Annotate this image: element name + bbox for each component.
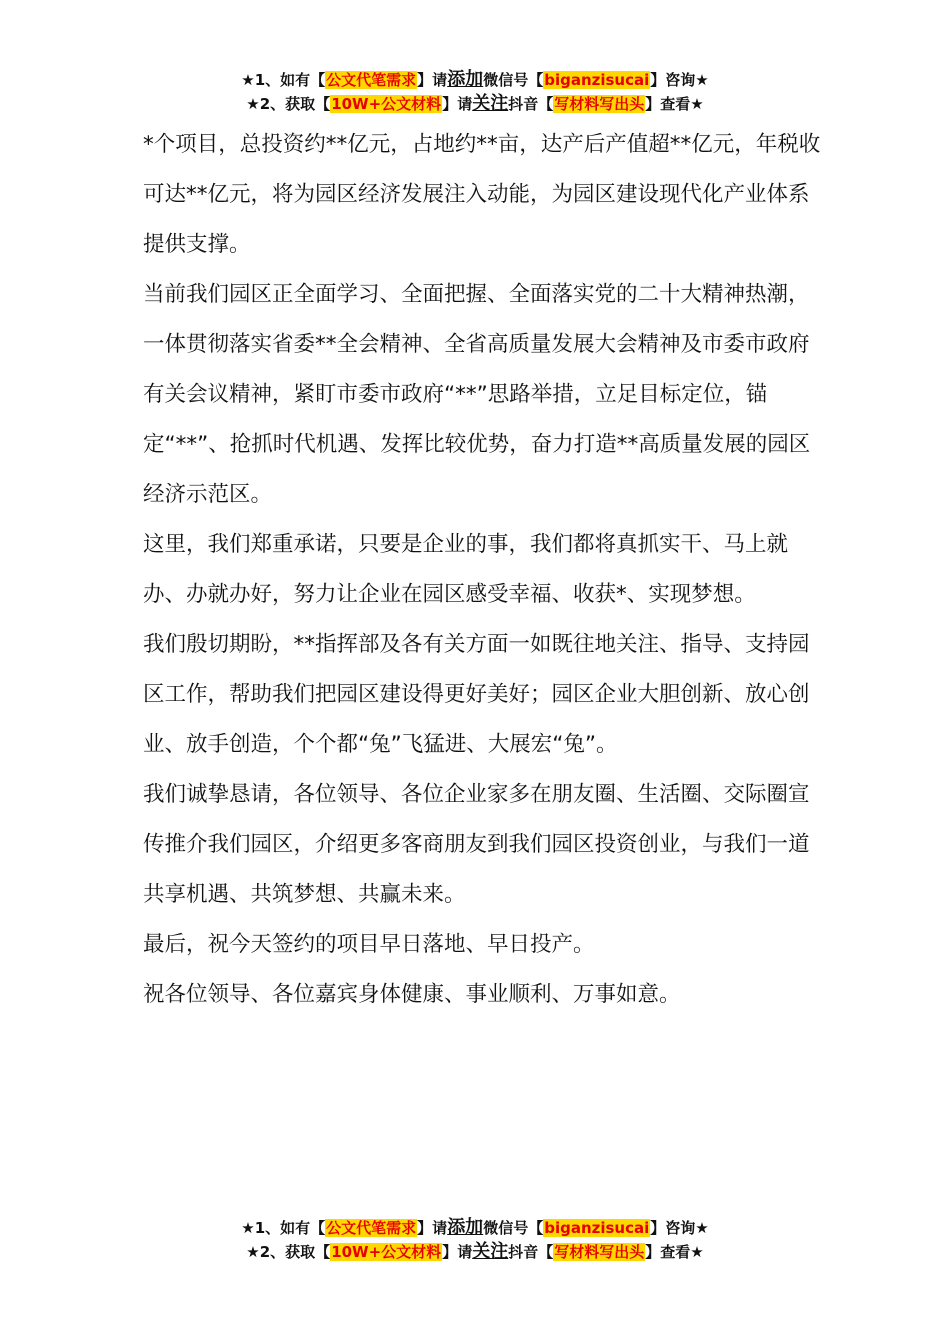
highlight-douyin: 写材料写出头: [554, 1243, 645, 1261]
footer-banner: [0, 1216, 950, 1264]
highlight-wechat-id: biganzisucai: [544, 71, 650, 89]
star-icon: ★: [695, 71, 709, 89]
highlight-wechat-id: biganzisucai: [544, 1219, 650, 1237]
paragraph: *个项目，总投资约**亿元，占地约**亩，达产后产值超**亿元，年税收可达**亿元，将为园区经济发展注入动能，为园区建设现代化产业体系提供支撑。: [143, 132, 821, 257]
highlight-douyin: 写材料写出头: [554, 95, 645, 113]
star-icon: ★: [246, 1243, 260, 1261]
paragraph: 祝各位领导、各位嘉宾身体健康、事业顺利、万事如意。: [143, 982, 681, 1007]
highlight-service: 公文代笔需求: [326, 71, 417, 89]
star-icon: ★: [241, 1219, 255, 1237]
paragraph: 我们殷切期盼，**指挥部及各有关方面一如既往地关注、指导、支持园区工作，帮助我们把园区建设得更好美好；园区企业大胆创新、放心创业、放手创造，个个都“兔”飞猛进、大展宏“兔”。: [143, 632, 810, 757]
highlight-service: 公文代笔需求: [326, 1219, 417, 1237]
star-icon: ★: [246, 95, 260, 113]
banner-line-2: ★2、获取【10W+公文材料】请关注抖音【写材料写出头】查看★: [246, 93, 704, 114]
paragraph: 当前我们园区正全面学习、全面把握、全面落实党的二十大精神热潮，一体贯彻落实省委**全会精神、全省高质量发展大会精神及市委市政府有关会议精神，紧盯市委市政府“**”思路举措，立足目标定位，锚定“**”、抢抓时代机遇、发挥比较优势，奋力打造**高质量发展的园区经济示范区。: [143, 282, 811, 507]
document-body: [143, 120, 823, 1020]
banner-line-2: ★2、获取【10W+公文材料】请关注抖音【写材料写出头】查看★: [246, 1241, 704, 1262]
paragraph: 这里，我们郑重承诺，只要是企业的事，我们都将真抓实干、马上就办、办就办好，努力让企业在园区感受幸福、收获*、实现梦想。: [143, 532, 789, 607]
paragraph: 我们诚挚恳请，各位领导、各位企业家多在朋友圈、生活圈、交际圈宣传推介我们园区，介绍更多客商朋友到我们园区投资创业，与我们一道共享机遇、共筑梦想、共赢未来。: [143, 782, 810, 907]
star-icon: ★: [690, 95, 704, 113]
highlight-materials: 10W+公文材料: [331, 1243, 442, 1261]
star-icon: ★: [690, 1243, 704, 1261]
banner-line-1: ★1、如有【公文代笔需求】请添加微信号【biganzisucai】咨询★: [241, 1217, 709, 1238]
header-banner: [0, 68, 950, 116]
banner-line-1: ★1、如有【公文代笔需求】请添加微信号【biganzisucai】咨询★: [241, 69, 709, 90]
paragraph: 最后，祝今天签约的项目早日落地、早日投产。: [143, 932, 595, 957]
highlight-materials: 10W+公文材料: [331, 95, 442, 113]
star-icon: ★: [241, 71, 255, 89]
star-icon: ★: [695, 1219, 709, 1237]
